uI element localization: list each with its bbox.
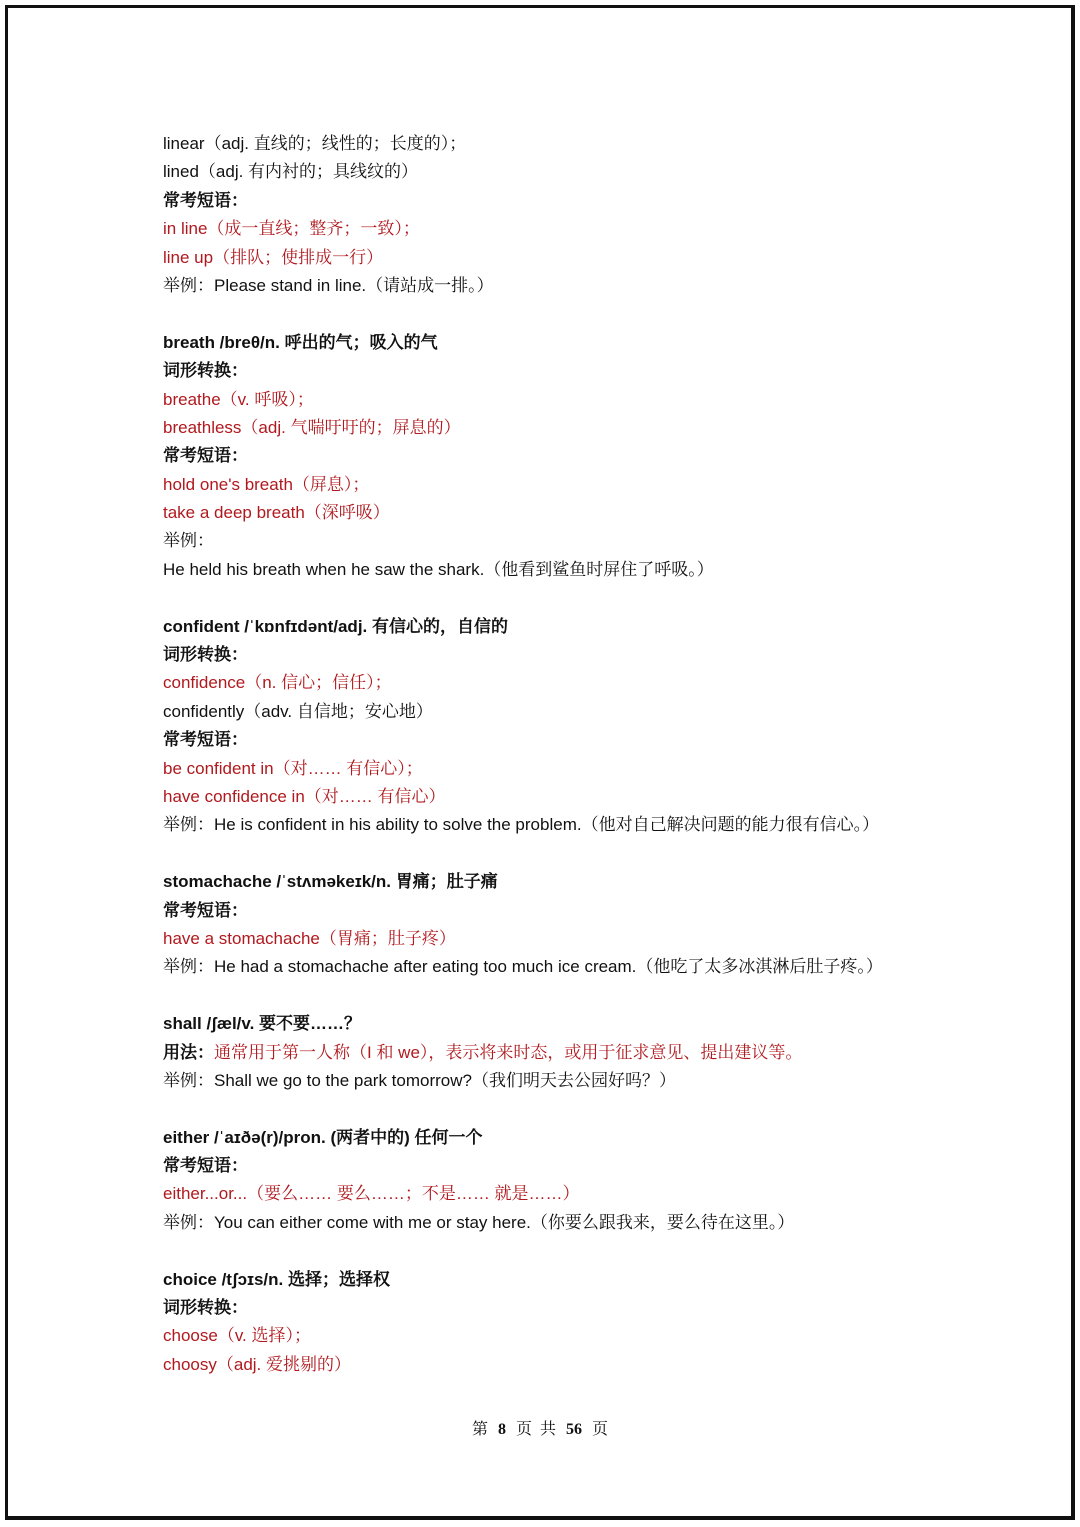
phrase-line: have confidence in（对…… 有信心） <box>163 786 446 806</box>
spacer <box>163 1237 953 1265</box>
example-line: He held his breath when he saw the shark.（他看到鲨鱼时屏住了呼吸。） <box>163 559 714 579</box>
footer-gong: 共 <box>540 1421 557 1438</box>
usage-line <box>163 1039 953 1067</box>
phrase-line: take a deep breath（深呼吸） <box>163 503 390 523</box>
word-form-line: breathe（v. 呼吸）； <box>163 389 314 409</box>
section-label: 词形转换： <box>163 645 248 665</box>
word-form-line: choosy（adj. 爱挑剔的） <box>163 1354 351 1374</box>
section-label: 常考短语： <box>163 190 248 210</box>
phrase-line: either...or...（要么…… 要么……；不是…… 就是……） <box>163 1184 580 1204</box>
example-line: 举例：He is confident in his ability to solve the problem.（他对自己解决问题的能力很有信心。） <box>163 815 880 835</box>
word-form-line: choose（v. 选择）； <box>163 1326 312 1346</box>
headword-stomachache: stomachache /ˈstʌməkeɪk/n. 胃痛；肚子痛 <box>163 872 498 892</box>
spacer <box>163 300 953 328</box>
headword-shall: shall /ʃæl/v. 要不要……？ <box>163 1014 362 1034</box>
section-label: 常考短语： <box>163 900 248 920</box>
phrase-line: in line（成一直线；整齐；一致）； <box>163 219 420 239</box>
section-label: 词形转换： <box>163 1298 248 1318</box>
spacer <box>163 982 953 1010</box>
footer-di: 第 <box>471 1421 488 1438</box>
example-line: 举例：Shall we go to the park tomorrow?（我们明天去公园好吗？） <box>163 1070 676 1090</box>
footer-ye: 页 <box>515 1421 532 1438</box>
phrase-line: have a stomachache（胃痛；肚子疼） <box>163 928 456 948</box>
word-form-line: breathless（adj. 气喘吁吁的；屏息的） <box>163 417 461 437</box>
example-line: 举例：Please stand in line.（请站成一排。） <box>163 275 494 295</box>
definition-line: linear（adj. 直线的；线性的；长度的）； <box>163 134 467 153</box>
vocabulary-content <box>163 130 953 1379</box>
usage-text: 通常用于第一人称（I 和 we），表示将来时态，或用于征求意见、提出建议等。 <box>214 1042 803 1062</box>
footer-ye: 页 <box>592 1421 609 1438</box>
total-pages: 56 <box>566 1421 583 1438</box>
headword-either: either /ˈaɪðə(r)/pron. (两者中的) 任何一个 <box>163 1127 483 1147</box>
headword-breath: breath /breθ/n. 呼出的气；吸入的气 <box>163 332 438 352</box>
section-label: 词形转换： <box>163 361 248 381</box>
example-label: 举例： <box>163 531 214 551</box>
spacer <box>163 584 953 612</box>
usage-label: 用法： <box>163 1042 214 1062</box>
spacer <box>163 840 953 868</box>
phrase-line: be confident in（对…… 有信心）； <box>163 758 423 778</box>
headword-confident: confident /ˈkɒnfɪdənt/adj. 有信心的，自信的 <box>163 616 508 636</box>
section-label: 常考短语： <box>163 730 248 750</box>
word-form-line: confidence（n. 信心；信任）； <box>163 673 392 693</box>
page-number: 8 <box>497 1421 506 1438</box>
word-form-line: confidently（adv. 自信地；安心地） <box>163 701 433 721</box>
section-label: 常考短语： <box>163 446 248 466</box>
spacer <box>163 1095 953 1123</box>
example-line: 举例：You can either come with me or stay here.（你要么跟我来，要么待在这里。） <box>163 1212 795 1232</box>
phrase-line: hold one's breath（屏息）； <box>163 474 370 494</box>
page-footer <box>0 1416 1080 1439</box>
phrase-line: line up（排队；使排成一行） <box>163 247 384 267</box>
section-label: 常考短语： <box>163 1156 248 1176</box>
definition-line: lined（adj. 有内衬的；具线纹的） <box>163 162 419 182</box>
example-line: 举例：He had a stomachache after eating too much ice cream.（他吃了太多冰淇淋后肚子疼。） <box>163 957 883 977</box>
headword-choice: choice /tʃɔɪs/n. 选择；选择权 <box>163 1269 390 1289</box>
